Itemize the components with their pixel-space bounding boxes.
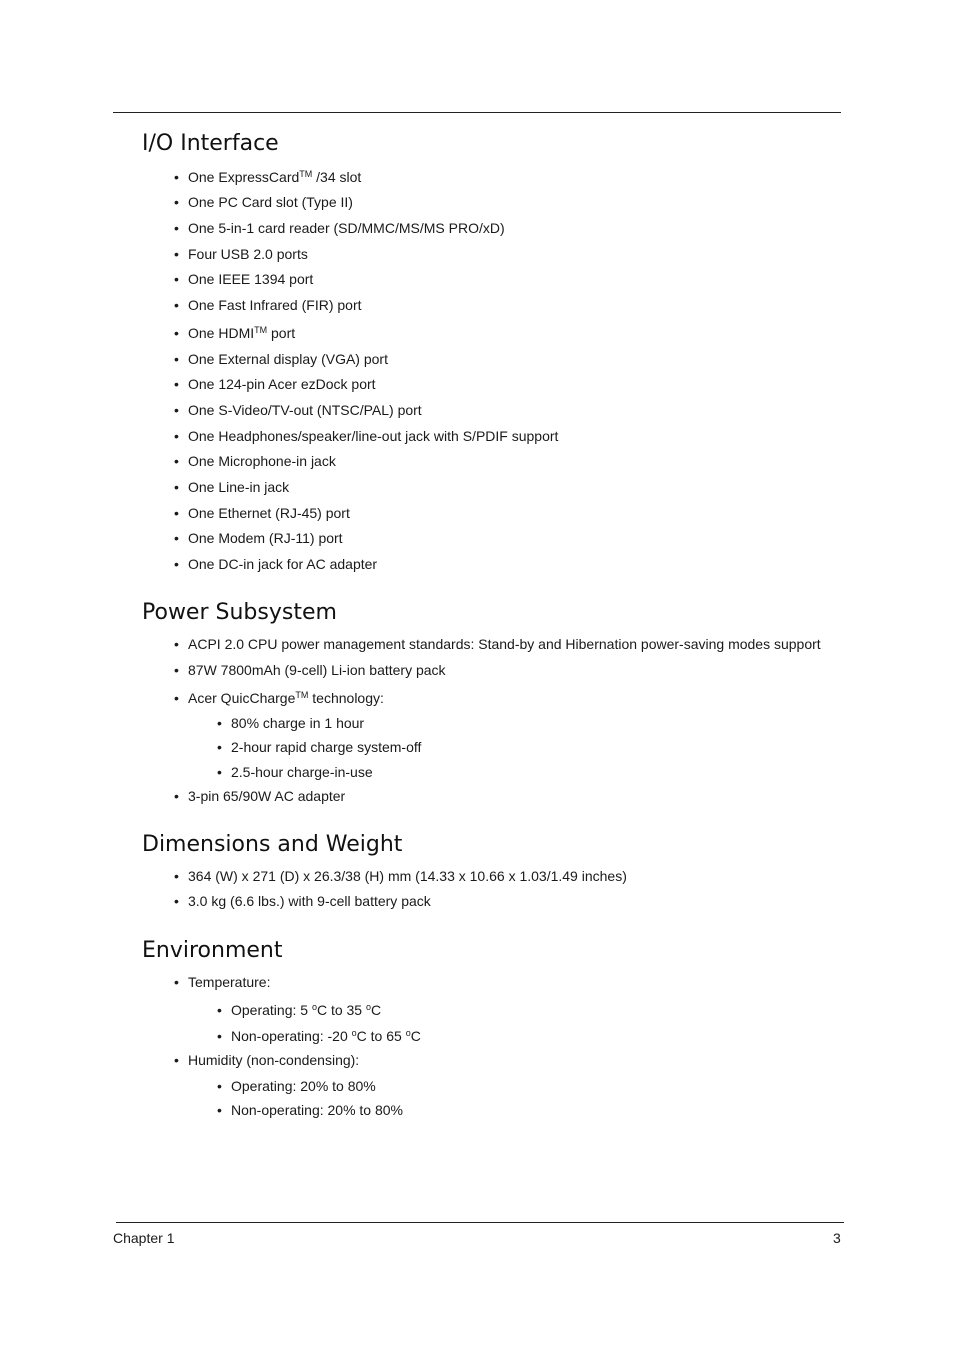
list-item: • ACPI 2.0 CPU power management standards: Stand-by and Hibernation power-saving modes support	[188, 635, 821, 653]
sub-list-item-humidity-operating: • Operating: 20% to 80%	[231, 1077, 376, 1095]
list-item: • One Microphone-in jack	[188, 452, 336, 470]
list-item: • One S-Video/TV-out (NTSC/PAL) port	[188, 401, 422, 419]
list-item: • One DC-in jack for AC adapter	[188, 555, 377, 573]
list-item: • One 124-pin Acer ezDock port	[188, 375, 376, 393]
list-item: • 3-pin 65/90W AC adapter	[188, 787, 345, 805]
list-item: • One Line-in jack	[188, 478, 289, 496]
list-item-humidity: • Humidity (non-condensing):	[188, 1051, 359, 1069]
list-item: • One ExpressCard™ /34 slot	[188, 168, 361, 186]
list-item: • Four USB 2.0 ports	[188, 245, 308, 263]
sub-list-item-humidity-non-operating: • Non-operating: 20% to 80%	[231, 1101, 403, 1119]
list-item: • One PC Card slot (Type II)	[188, 193, 353, 211]
list-item: • Acer QuicCharge™ technology:	[188, 689, 384, 707]
list-item: • One Fast Infrared (FIR) port	[188, 296, 362, 314]
list-item: • One 5-in-1 card reader (SD/MMC/MS/MS PRO/xD)	[188, 219, 505, 237]
section-title-environment: Environment	[142, 938, 283, 963]
list-item: • One Headphones/speaker/line-out jack with S/PDIF support	[188, 427, 558, 445]
list-item: • 87W 7800mAh (9-cell) Li-ion battery pack	[188, 661, 446, 679]
sub-list-item: • 80% charge in 1 hour	[231, 714, 364, 732]
section-title-dimensions-weight: Dimensions and Weight	[142, 832, 403, 857]
sub-list-item: • 2-hour rapid charge system-off	[231, 738, 421, 756]
sub-list-item-temp-non-operating: • Non-operating: -20 $^o$C to 65 $^o$C	[231, 1027, 421, 1045]
list-item: • 364 (W) x 271 (D) x 26.3/38 (H) mm (14.33 x 10.66 x 1.03/1.49 inches)	[188, 867, 627, 885]
list-item-temperature: • Temperature:	[188, 973, 270, 991]
list-item: • One Modem (RJ-11) port	[188, 529, 343, 547]
list-item: • One HDMI™ port	[188, 324, 295, 342]
sub-list-item-temp-operating: • Operating: 5 $^o$C to 35 $^o$C	[231, 1001, 381, 1019]
header-rule	[113, 112, 841, 113]
footer-rule	[116, 1222, 844, 1223]
section-title-io-interface: I/O Interface	[142, 131, 279, 156]
footer-chapter: Chapter 1	[113, 1230, 175, 1246]
list-item: • One IEEE 1394 port	[188, 270, 313, 288]
footer-page-number: 3	[833, 1230, 841, 1246]
list-item: • One Ethernet (RJ-45) port	[188, 504, 350, 522]
sub-list-item: • 2.5-hour charge-in-use	[231, 763, 373, 781]
list-item: • One External display (VGA) port	[188, 350, 388, 368]
list-item: • 3.0 kg (6.6 lbs.) with 9-cell battery pack	[188, 892, 431, 910]
section-title-power-subsystem: Power Subsystem	[142, 600, 337, 625]
